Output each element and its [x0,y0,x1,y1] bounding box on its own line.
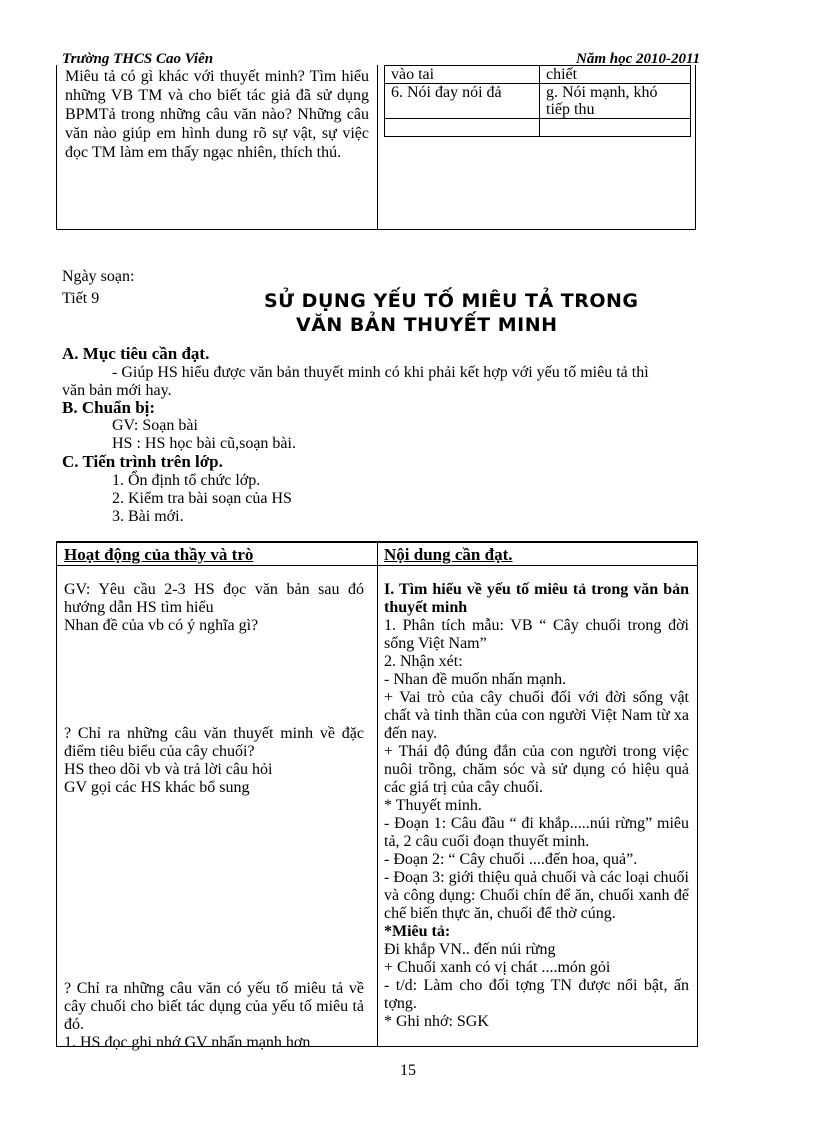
col-header-content: Nội dung cần đạt. [384,545,513,564]
cell [540,119,691,137]
lesson-title-line2: VĂN BẢN THUYẾT MINH [296,314,558,336]
page-number: 15 [400,1062,416,1079]
section-c-step: 3. Bài mới. [112,508,184,525]
section-b-hs: HS : HS học bài cũ,soạn bài. [112,435,296,452]
content-line: - Đoạn 2: “ Cây chuối ....đến hoa, quả”. [384,851,638,868]
content-line: - Nhan đề muốn nhấn mạnh. [384,671,567,688]
top-table [56,65,696,230]
top-inner-row [385,119,691,137]
activity-block: GV: Yêu cầu 2-3 HS đọc văn bản sau đó hướng dẫn HS tìm hiểu Nhan đề của vb có ý nghĩa gì? [64,581,364,634]
section-a-heading: A. Mục tiêu cần đạt. [62,344,210,363]
content-column [384,581,689,1031]
top-inner-row [385,66,691,84]
top-table-divider [377,65,378,229]
date-label: Ngày soạn: [62,268,135,285]
top-inner-table [384,65,691,137]
content-line: - Đoạn 3: giới thiệu quả chuối và các loại chuối và công dụng: Chuối chín để ăn, chuối xanh để chế biến thực ăn, chuối để thờ cúng. [384,869,689,922]
section-c-step: 2. Kiểm tra bài soạn của HS [112,490,292,507]
activity-block: ? Chỉ ra những câu văn có yếu tố miêu tả về cây chuối cho biết tác dụng của yếu tố miêu tả đó. 1. HS đọc ghi nhớ GV nhấn mạnh hơn [64,980,364,1051]
school-name: Trường THCS Cao Viên [62,51,214,67]
lesson-table [56,541,698,1051]
section-a-line2: văn bản mới hay. [62,382,172,399]
mieuta-line: - t/d: Làm cho đối tợng TN được nổi bật, ấn tợng. [384,977,689,1012]
col-header-activities: Hoạt động của thầy và trò [64,545,254,564]
mieuta-heading: *Miêu tả: [384,923,451,940]
content-line: 1. Phân tích mẫu: VB “ Cây chuối trong đời sống Việt Nam” [384,617,689,652]
content-line: + Thái độ đúng đắn của con người trong việc nuôi trồng, chăm sóc và sử dụng có hiệu quả các giá trị của cây chuối. [384,743,689,796]
section-c-heading: C. Tiến trình trên lớp. [62,452,223,471]
content-line: + Vai trò của cây chuối đối với đời sống vật chất và tinh thần của con người Việt Nam từ xa đến nay. [384,689,689,742]
section-b-gv: GV: Soạn bài [112,417,198,434]
mieuta-line: + Chuối xanh có vị chát ....món gỏi [384,959,611,976]
cell: chiết [540,66,691,84]
lesson-title-line1: SỬ DỤNG YẾU TỐ MIÊU TẢ TRONG [264,290,639,312]
content-line: 2. Nhận xét: [384,653,463,670]
lesson-table-divider [377,543,378,1046]
period-label: Tiết 9 [62,290,100,307]
cell [385,119,540,137]
content-line: * Thuyết minh. [384,797,482,814]
cell: g. Nói mạnh, khó tiếp thu [540,84,691,119]
top-inner-row [385,84,691,119]
top-table-left-text: Miêu tả có gì khác với thuyết minh? Tìm hiểu những VB TM và cho biết tác giả đã sử dụng BPMTả trong những câu văn nào? Những câu văn nào giúp em hình dung rõ sự vật, sự việc đọc TM làm em thấy ngạc nhiên, thích thú. [65,68,369,161]
section-b-heading: B. Chuẩn bị: [62,398,156,417]
mieuta-line: * Ghi nhớ: SGK [384,1013,489,1030]
mieuta-line: Đi khắp VN.. đến núi rừng [384,941,556,958]
content-heading: I. Tìm hiểu về yếu tố miêu tả trong văn bản thuyết minh [384,581,689,616]
section-a-line1: - Giúp HS hiểu được văn bản thuyết minh có khi phải kết hợp với yếu tố miêu tả thì [112,364,649,381]
activity-block: ? Chỉ ra những câu văn thuyết minh về đặc điểm tiêu biểu của cây chuối? HS theo dõi vb và trả lời câu hỏi GV gọi các HS khác bổ sung [64,725,364,796]
content-line: - Đoạn 1: Câu đầu “ đi khắp.....núi rừng” miêu tả, 2 câu cuối đoạn thuyết minh. [384,815,689,850]
lesson-table-header-rule [57,565,697,566]
cell: 6. Nói đay nói đả [385,84,540,119]
cell: vào tai [385,66,540,84]
section-c-step: 1. Ổn định tổ chức lớp. [112,472,261,489]
school-year: Năm học 2010-2011 [576,51,701,67]
